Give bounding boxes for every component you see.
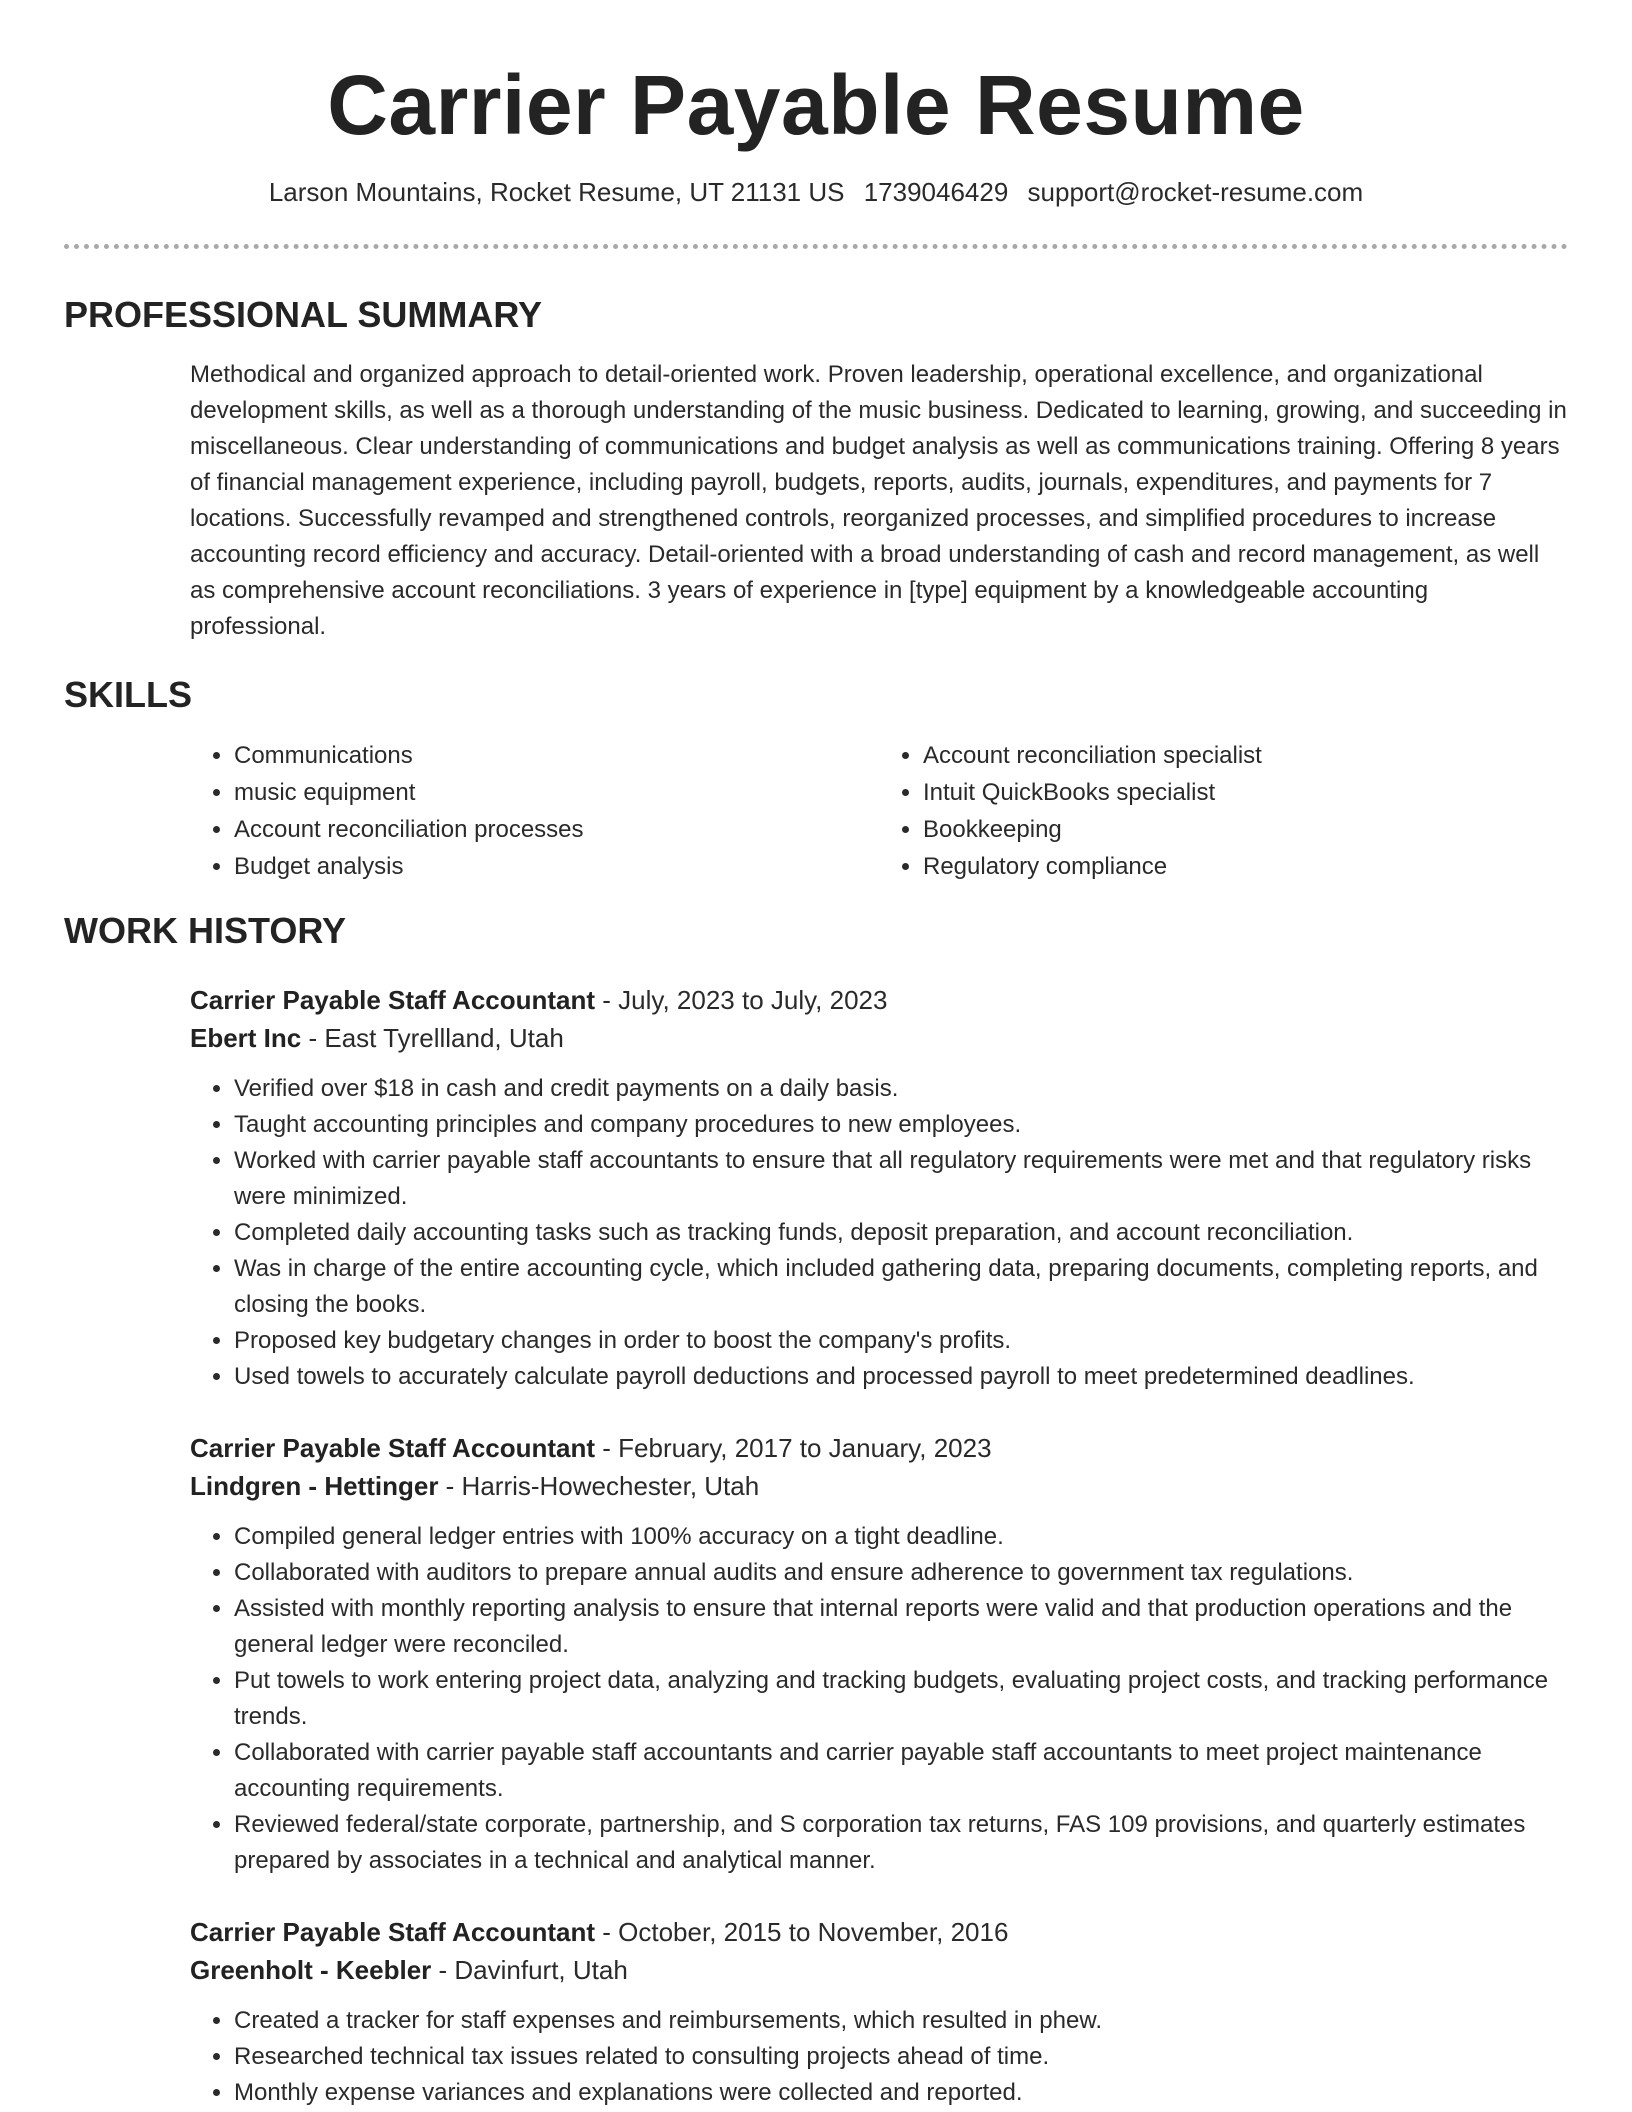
job-bullet: • Put towels to work entering project data, analyzing and tracking budgets, evaluating project costs, and tracking performance trends. bbox=[234, 1663, 1568, 1735]
job-bullet: • Assisted with monthly reporting analysis to ensure that internal reports were valid and that production operations and the general ledger were reconciled. bbox=[234, 1591, 1568, 1663]
job-bullet: • Worked with carrier payable staff accountants to ensure that all regulatory requirements were met and that regulatory risks were minimized. bbox=[234, 1143, 1568, 1215]
job-company-line bbox=[190, 1467, 1568, 1505]
skills-column-left bbox=[190, 737, 879, 885]
job-bullet: • Collaborated with auditors to prepare annual audits and ensure adherence to government tax regulations. bbox=[234, 1555, 1568, 1591]
job-location: - Davinfurt, Utah bbox=[431, 1955, 628, 1985]
work-history-heading: WORK HISTORY bbox=[64, 910, 347, 951]
job-dates: - October, 2015 to November, 2016 bbox=[595, 1917, 1009, 1947]
job-title-line bbox=[190, 981, 1568, 1019]
job-bullets bbox=[190, 2003, 1568, 2111]
skill-item: • Account reconciliation processes bbox=[234, 811, 879, 848]
job-role: Carrier Payable Staff Accountant bbox=[190, 1433, 596, 1463]
skill-item: • Bookkeeping bbox=[923, 811, 1568, 848]
skills-heading: SKILLS bbox=[64, 674, 193, 715]
job-entry bbox=[190, 981, 1568, 1395]
job-entry bbox=[190, 1429, 1568, 1879]
skill-item: • music equipment bbox=[234, 774, 879, 811]
contact-phone: 1739046429 bbox=[863, 177, 1009, 207]
job-company: Greenholt - Keebler bbox=[190, 1955, 432, 1985]
summary-text: Methodical and organized approach to detail-oriented work. Proven leadership, operational excellence, and organizational development skills, as well as a thorough understanding of the music business. Dedicated to learning, growing, and succeeding in miscellaneous. Clear understanding of communications and budget analysis as well as communications training. Offering 8 years of financial management experience, including payroll, budgets, reports, audits, journals, expenditures, and payments for 7 locations. Successfully revamped and strengthened controls, reorganized processes, and simplified procedures to increase accounting record efficiency and accuracy. Detail-oriented with a broad understanding of cash and record management, as well as comprehensive account reconciliations. 3 years of experience in [type] equipment by a knowledgeable accounting professional. bbox=[190, 361, 1567, 640]
job-role: Carrier Payable Staff Accountant bbox=[190, 1917, 596, 1947]
job-company: Ebert Inc bbox=[190, 1023, 302, 1053]
job-bullet: • Compiled general ledger entries with 100% accuracy on a tight deadline. bbox=[234, 1519, 1568, 1555]
job-dates: - February, 2017 to January, 2023 bbox=[595, 1433, 992, 1463]
job-location: - Harris-Howechester, Utah bbox=[438, 1471, 760, 1501]
contact-email: support@rocket-resume.com bbox=[1027, 177, 1364, 207]
job-bullet: • Proposed key budgetary changes in order to boost the company's profits. bbox=[234, 1323, 1568, 1359]
job-dates: - July, 2023 to July, 2023 bbox=[595, 985, 888, 1015]
job-bullets bbox=[190, 1519, 1568, 1879]
summary-heading: PROFESSIONAL SUMMARY bbox=[64, 294, 543, 335]
job-location: - East Tyrellland, Utah bbox=[301, 1023, 564, 1053]
job-bullet: • Reviewed federal/state corporate, partnership, and S corporation tax returns, FAS 109 provisions, and quarterly estimates prepared by associates in a technical and analytical manner. bbox=[234, 1807, 1568, 1879]
skill-item: • Budget analysis bbox=[234, 848, 879, 885]
skills-column-right bbox=[879, 737, 1568, 885]
contact-address: Larson Mountains, Rocket Resume, UT 21131 US bbox=[268, 177, 845, 207]
job-bullet: • Monthly expense variances and explanations were collected and reported. bbox=[234, 2075, 1568, 2111]
header-divider bbox=[64, 244, 1568, 249]
resume-title: Carrier Payable Resume bbox=[327, 58, 1305, 152]
skill-item: • Regulatory compliance bbox=[923, 848, 1568, 885]
job-entry bbox=[190, 1913, 1568, 2111]
skill-item: • Account reconciliation specialist bbox=[923, 737, 1568, 774]
job-bullet: • Collaborated with carrier payable staff accountants and carrier payable staff accountants to meet project maintenance accounting requirements. bbox=[234, 1735, 1568, 1807]
job-bullet: • Used towels to accurately calculate payroll deductions and processed payroll to meet predetermined deadlines. bbox=[234, 1359, 1568, 1395]
job-title-line bbox=[190, 1429, 1568, 1467]
job-bullet: • Taught accounting principles and company procedures to new employees. bbox=[234, 1107, 1568, 1143]
job-bullet: • Verified over $18 in cash and credit payments on a daily basis. bbox=[234, 1071, 1568, 1107]
job-bullets bbox=[190, 1071, 1568, 1395]
skills-list bbox=[190, 737, 1568, 885]
resume-page bbox=[64, 0, 1568, 2111]
job-bullet: • Researched technical tax issues related to consulting projects ahead of time. bbox=[234, 2039, 1568, 2075]
job-bullet: • Created a tracker for staff expenses and reimbursements, which resulted in phew. bbox=[234, 2003, 1568, 2039]
skill-item: • Communications bbox=[234, 737, 879, 774]
job-company-line bbox=[190, 1019, 1568, 1057]
job-title-line bbox=[190, 1913, 1568, 1951]
job-company: Lindgren - Hettinger bbox=[190, 1471, 439, 1501]
job-company-line bbox=[190, 1951, 1568, 1989]
job-bullet: • Was in charge of the entire accounting cycle, which included gathering data, preparing documents, completing reports, and closing the books. bbox=[234, 1251, 1568, 1323]
job-bullet: • Completed daily accounting tasks such as tracking funds, deposit preparation, and account reconciliation. bbox=[234, 1215, 1568, 1251]
skill-item: • Intuit QuickBooks specialist bbox=[923, 774, 1568, 811]
job-role: Carrier Payable Staff Accountant bbox=[190, 985, 596, 1015]
contact-line bbox=[64, 176, 1568, 208]
